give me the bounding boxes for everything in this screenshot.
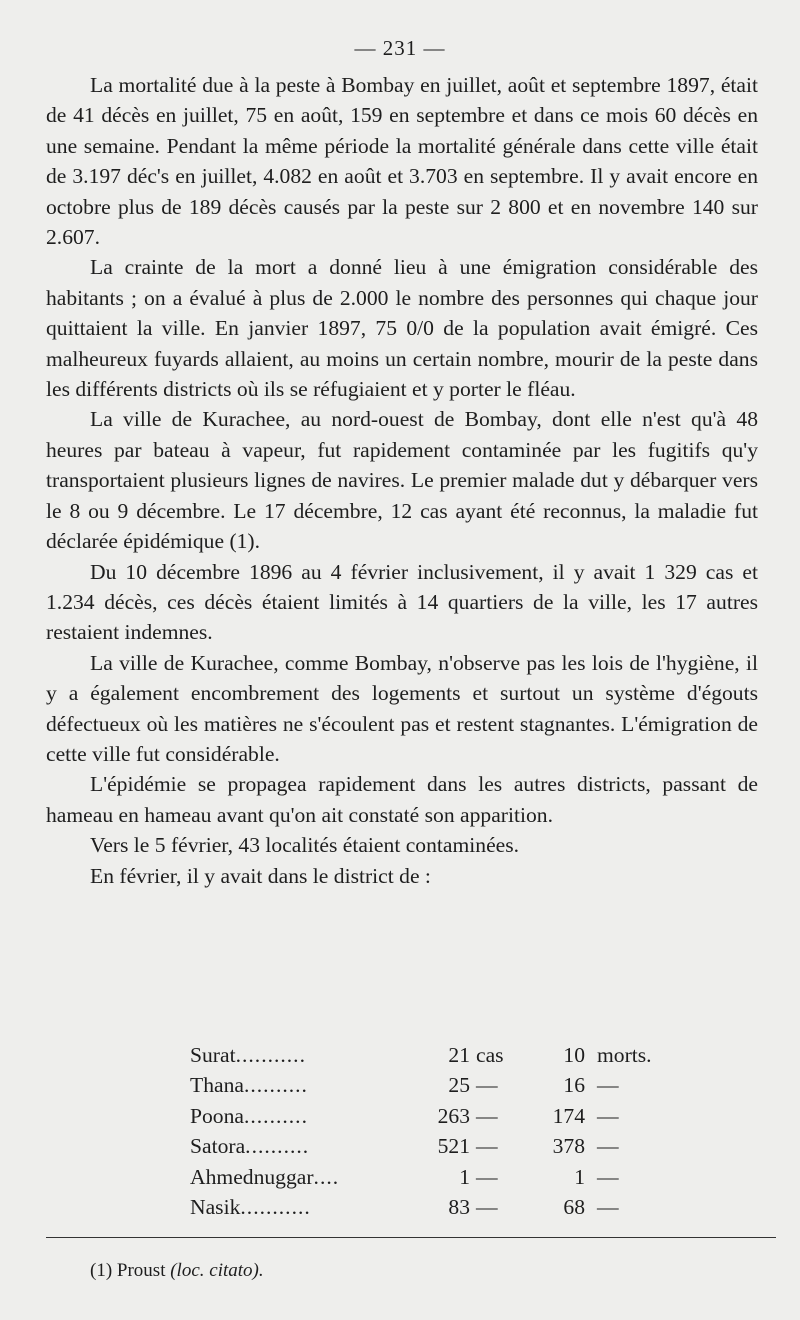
leader-dots: .... — [313, 1164, 340, 1189]
district-name: Thana — [190, 1073, 244, 1098]
district-name: Ahmednuggar — [190, 1164, 314, 1189]
footnote — [90, 1260, 264, 1282]
deaths-unit: — — [597, 1164, 619, 1189]
paragraph: Du 10 décembre 1896 au 4 février inclusivement, il y avait 1 329 cas et 1.234 décès, ces décès étaient limités à 14 quartiers de la ville, les 17 autres restaient indemnes. — [46, 559, 758, 645]
deaths-unit: — — [597, 1134, 619, 1159]
deaths-count: 378 — [552, 1134, 585, 1159]
deaths-unit: morts. — [597, 1043, 652, 1067]
district-name: Surat — [190, 1043, 236, 1067]
leader-dots: .......... — [243, 1103, 308, 1128]
deaths-count: 10 — [563, 1043, 585, 1067]
district-name: Nasik — [190, 1194, 241, 1219]
table-row — [190, 1070, 665, 1100]
district-statistics-table — [190, 1040, 665, 1222]
cases-count: 25 — [448, 1073, 470, 1098]
deaths-count: 1 — [574, 1164, 585, 1189]
paragraph: L'épidémie se propagea rapidement dans les autres districts, passant de hameau en hameau avant qu'on ait constaté son apparition. — [46, 772, 758, 827]
paragraph: La ville de Kurachee, au nord-ouest de Bombay, dont elle n'est qu'à 48 heures par bateau à vapeur, fut rapidement contaminée par les fugitifs qu'y transportaient plusieurs lignes de navires. Le premier malade dut y débarquer vers le 8 ou 9 décembre. Le 17 décembre, 12 cas ayant été reconnus, la maladie fut déclarée épidémique (1). — [46, 407, 758, 554]
paragraph: La crainte de la mort a donné lieu à une émigration considérable des habitants ; on a évalué à plus de 2.000 le nombre des personnes qui chaque jour quittaient la ville. En janvier 1897, 75 0/0 de la population avait émigré. Ces malheureux fuyards allaient, au moins un certain nombre, mourir de la peste dans les différents districts où ils se réfugiaient et y porter le fléau. — [46, 255, 758, 402]
leader-dots: .......... — [245, 1134, 310, 1159]
cases-unit: — — [476, 1073, 498, 1098]
table-row — [190, 1101, 665, 1131]
page-number: — 231 — — [354, 36, 446, 60]
district-name: Satora — [190, 1134, 246, 1159]
cases-unit: — — [476, 1194, 498, 1219]
deaths-unit: — — [597, 1073, 619, 1098]
table-row — [190, 1162, 665, 1192]
paragraph: La mortalité due à la peste à Bombay en juillet, août et septembre 1897, était de 41 décès en juillet, 75 en août, 159 en septembre et dans ce mois 60 décès en une semaine. Pendant la même période la mortalité générale dans cette ville était de 3.197 déc's en juillet, 4.082 en août et 3.703 en septembre. Il y avait encore en octobre plus de 189 décès causés par la peste sur 2 800 et en novembre 140 sur 2.607. — [46, 73, 758, 250]
deaths-count: 68 — [563, 1194, 585, 1219]
cases-unit: cas — [476, 1043, 504, 1067]
cases-unit: — — [476, 1103, 498, 1128]
deaths-count: 174 — [552, 1103, 585, 1128]
cases-count: 21 — [448, 1043, 470, 1067]
cases-unit: — — [476, 1164, 498, 1189]
footnote-citation: (loc. citato). — [170, 1260, 264, 1281]
leader-dots: ........... — [235, 1043, 306, 1067]
cases-count: 521 — [437, 1134, 470, 1159]
cases-count: 263 — [437, 1103, 470, 1128]
deaths-unit: — — [597, 1103, 619, 1128]
deaths-unit: — — [597, 1194, 619, 1219]
footnote-marker: (1) Proust — [90, 1260, 166, 1281]
paragraph: En février, il y avait dans le district de : — [90, 863, 431, 888]
table-row — [190, 1040, 665, 1070]
cases-count: 1 — [459, 1164, 470, 1189]
deaths-count: 16 — [563, 1073, 585, 1098]
table-row — [190, 1131, 665, 1161]
body-text — [46, 70, 758, 891]
district-name: Poona — [190, 1103, 244, 1128]
table-row — [190, 1192, 665, 1222]
leader-dots: ........... — [240, 1194, 311, 1219]
cases-unit: — — [476, 1134, 498, 1159]
paragraph: La ville de Kurachee, comme Bombay, n'observe pas les lois de l'hygiène, il y a également encombrement des logements et surtout un système d'égouts défectueux où les matières ne s'écoulent pas et restent stagnantes. L'émigration de cette ville fut considérable. — [46, 650, 758, 766]
cases-count: 83 — [448, 1194, 470, 1219]
leader-dots: .......... — [243, 1073, 308, 1098]
footnote-divider — [46, 1237, 776, 1238]
paragraph: Vers le 5 février, 43 localités étaient contaminées. — [90, 833, 520, 858]
